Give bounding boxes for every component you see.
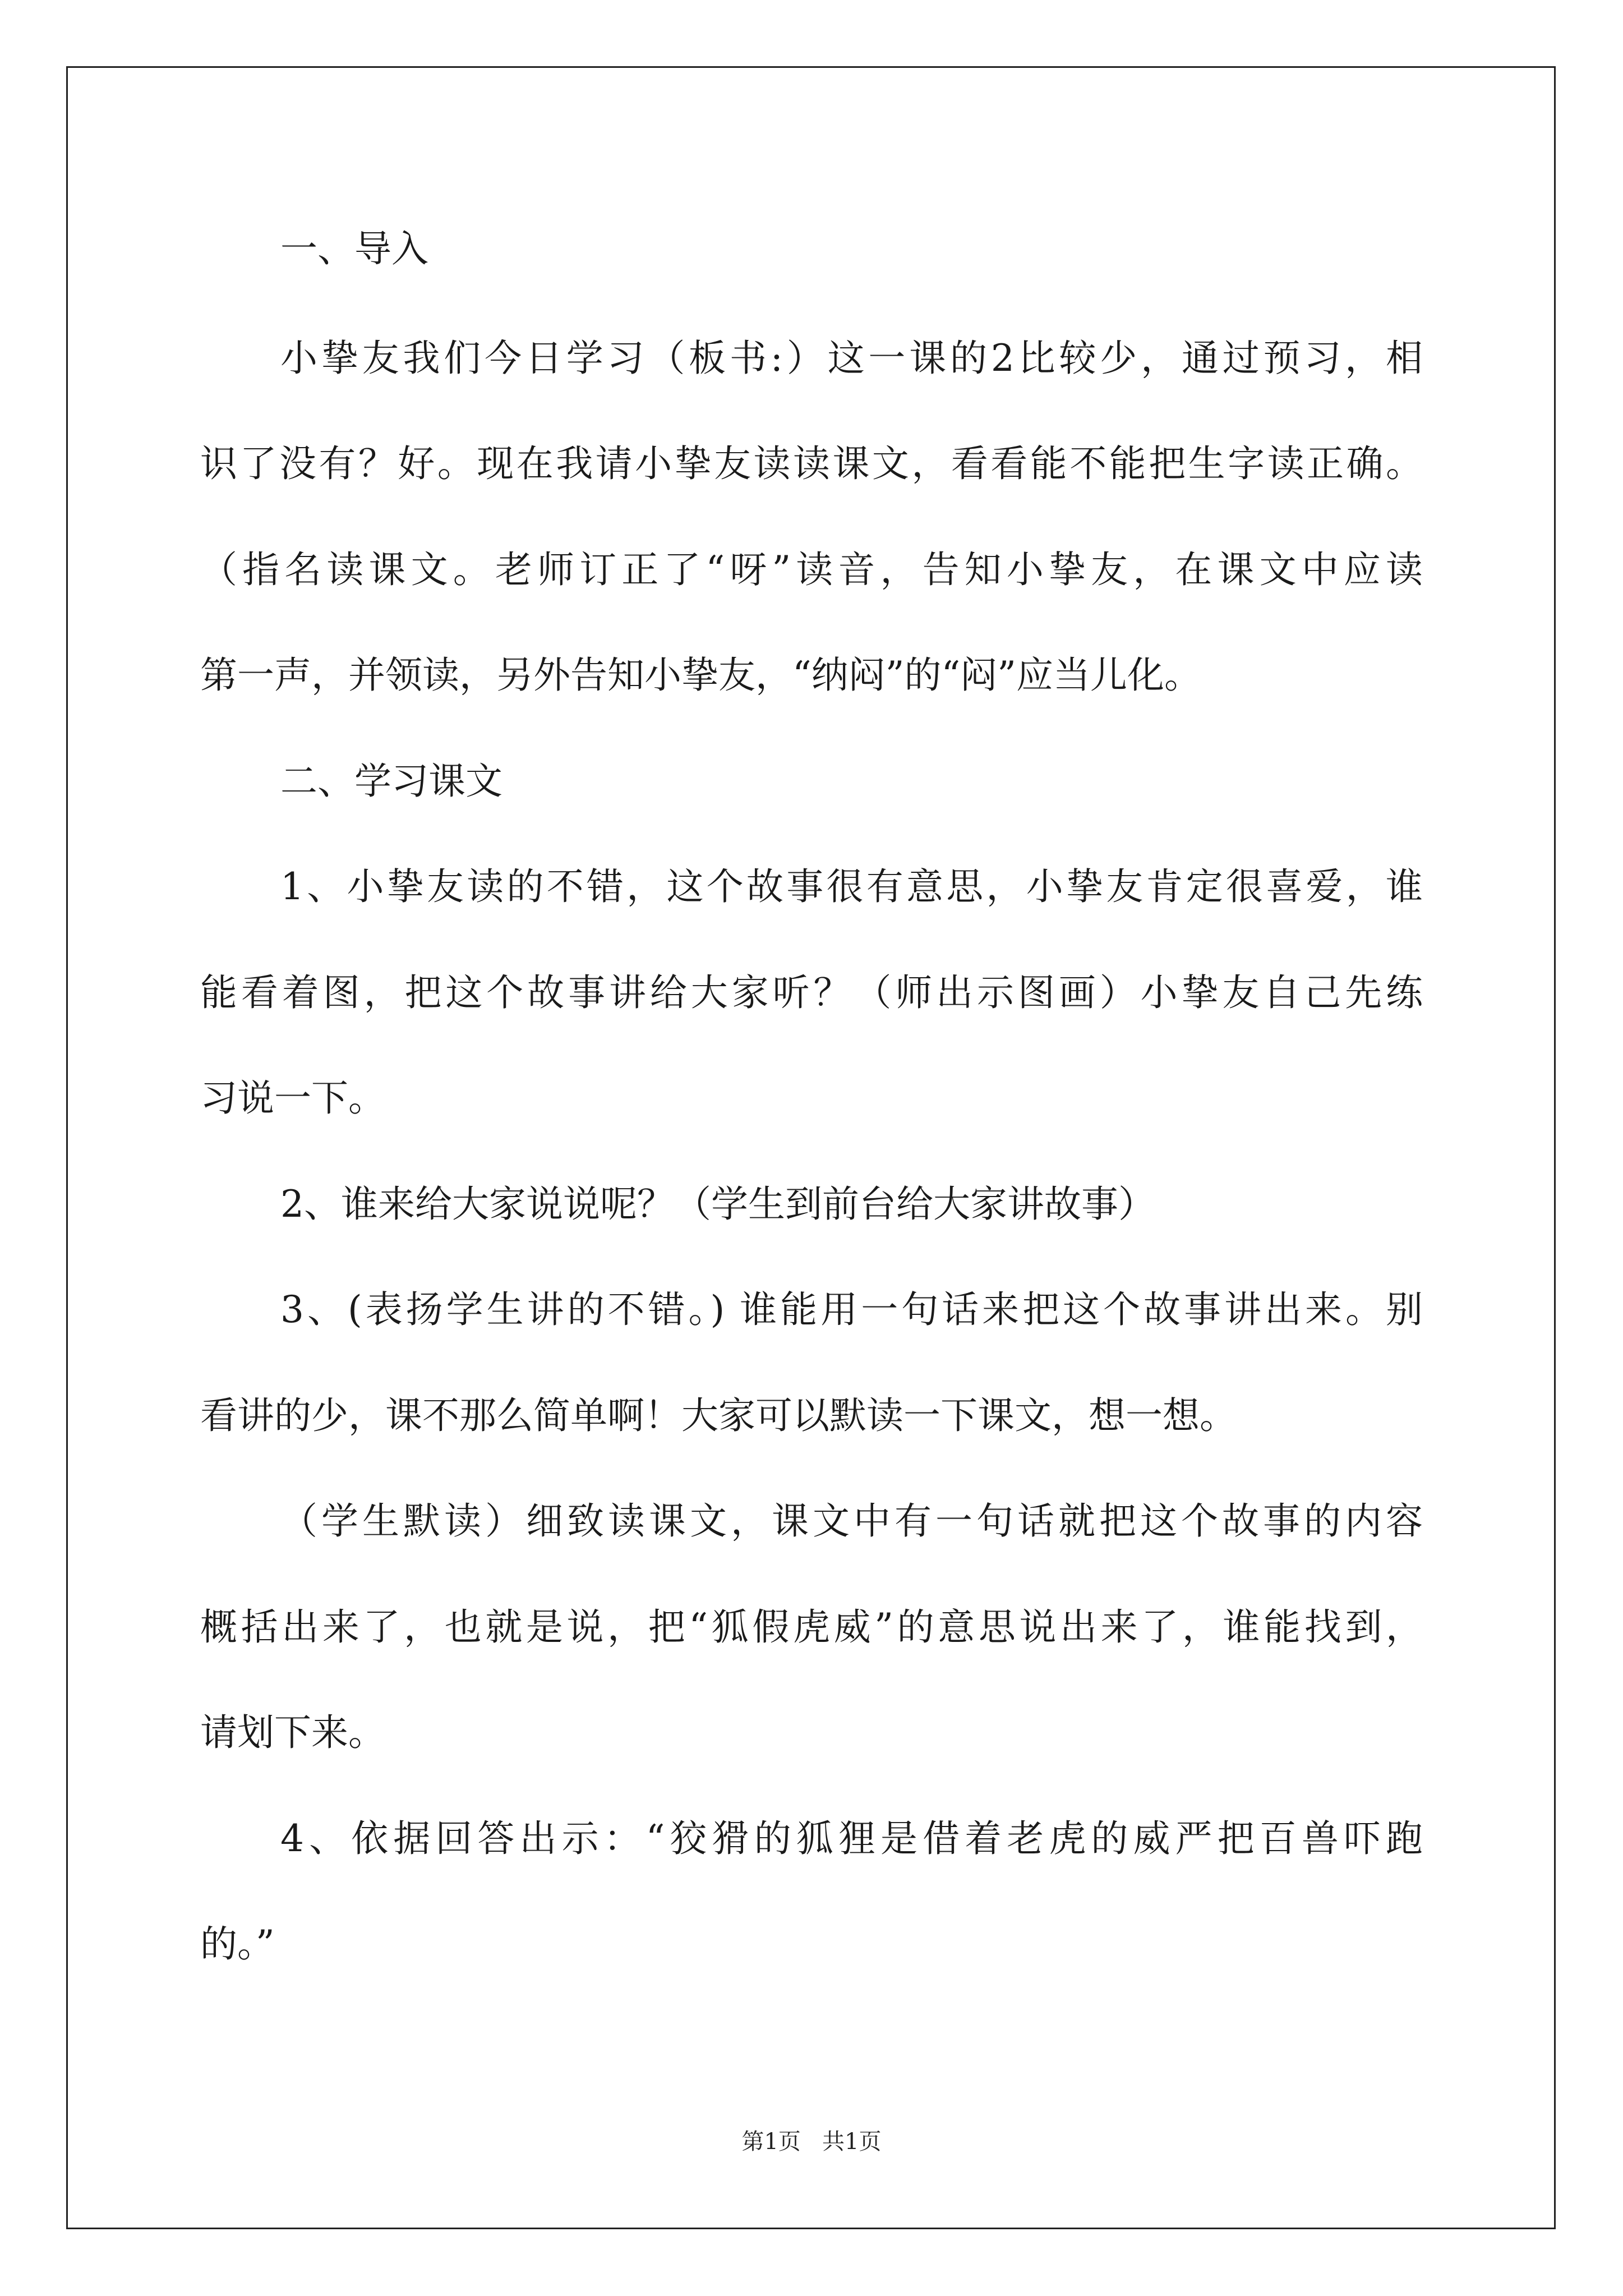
paragraph-line: 的。” (200, 1922, 275, 1966)
page-border (66, 66, 1556, 2229)
section-heading-study: 二、学习课文 (280, 760, 502, 803)
paragraph-line: 概括出来了，也就是说，把“狐假虎威”的意思说出来了，谁能找到， (200, 1605, 1423, 1649)
paragraph-line: （指名读课文。老师订正了“呀”读音，告知小挚友，在课文中应读 (200, 548, 1423, 591)
paragraph-line: 请划下来。 (200, 1711, 385, 1754)
paragraph-line: 识了没有？好。现在我请小挚友读读课文，看看能不能把生字读正确。 (200, 442, 1423, 485)
paragraph-line: 习说一下。 (200, 1076, 385, 1120)
paragraph-line: 能看着图，把这个故事讲给大家听？（师出示图画）小挚友自己先练 (200, 971, 1423, 1014)
paragraph-line: 3、(表扬学生讲的不错。) 谁能用一句话来把这个故事讲出来。别 (280, 1288, 1423, 1331)
paragraph-line: 4、依据回答出示：“狡猾的狐狸是借着老虎的威严把百兽吓跑 (280, 1817, 1423, 1860)
paragraph-line: 1、小挚友读的不错，这个故事很有意思，小挚友肯定很喜爱，谁 (280, 865, 1423, 908)
page-footer: 第1页 共1页 (741, 2129, 882, 2155)
paragraph-line: 2、谁来给大家说说呢？（学生到前台给大家讲故事） (280, 1182, 1155, 1226)
section-heading-intro: 一、导入 (280, 227, 428, 270)
paragraph-line: 看讲的少，课不那么简单啊！大家可以默读一下课文，想一想。 (200, 1394, 1237, 1437)
paragraph-line: 小挚友我们今日学习（板书:）这一课的2比较少，通过预习，相 (280, 337, 1423, 380)
paragraph-line: 第一声，并领读，另外告知小挚友，“纳闷”的“闷”应当儿化。 (200, 654, 1201, 697)
paragraph-line: （学生默读）细致读课文，课文中有一句话就把这个故事的内容 (280, 1499, 1423, 1543)
